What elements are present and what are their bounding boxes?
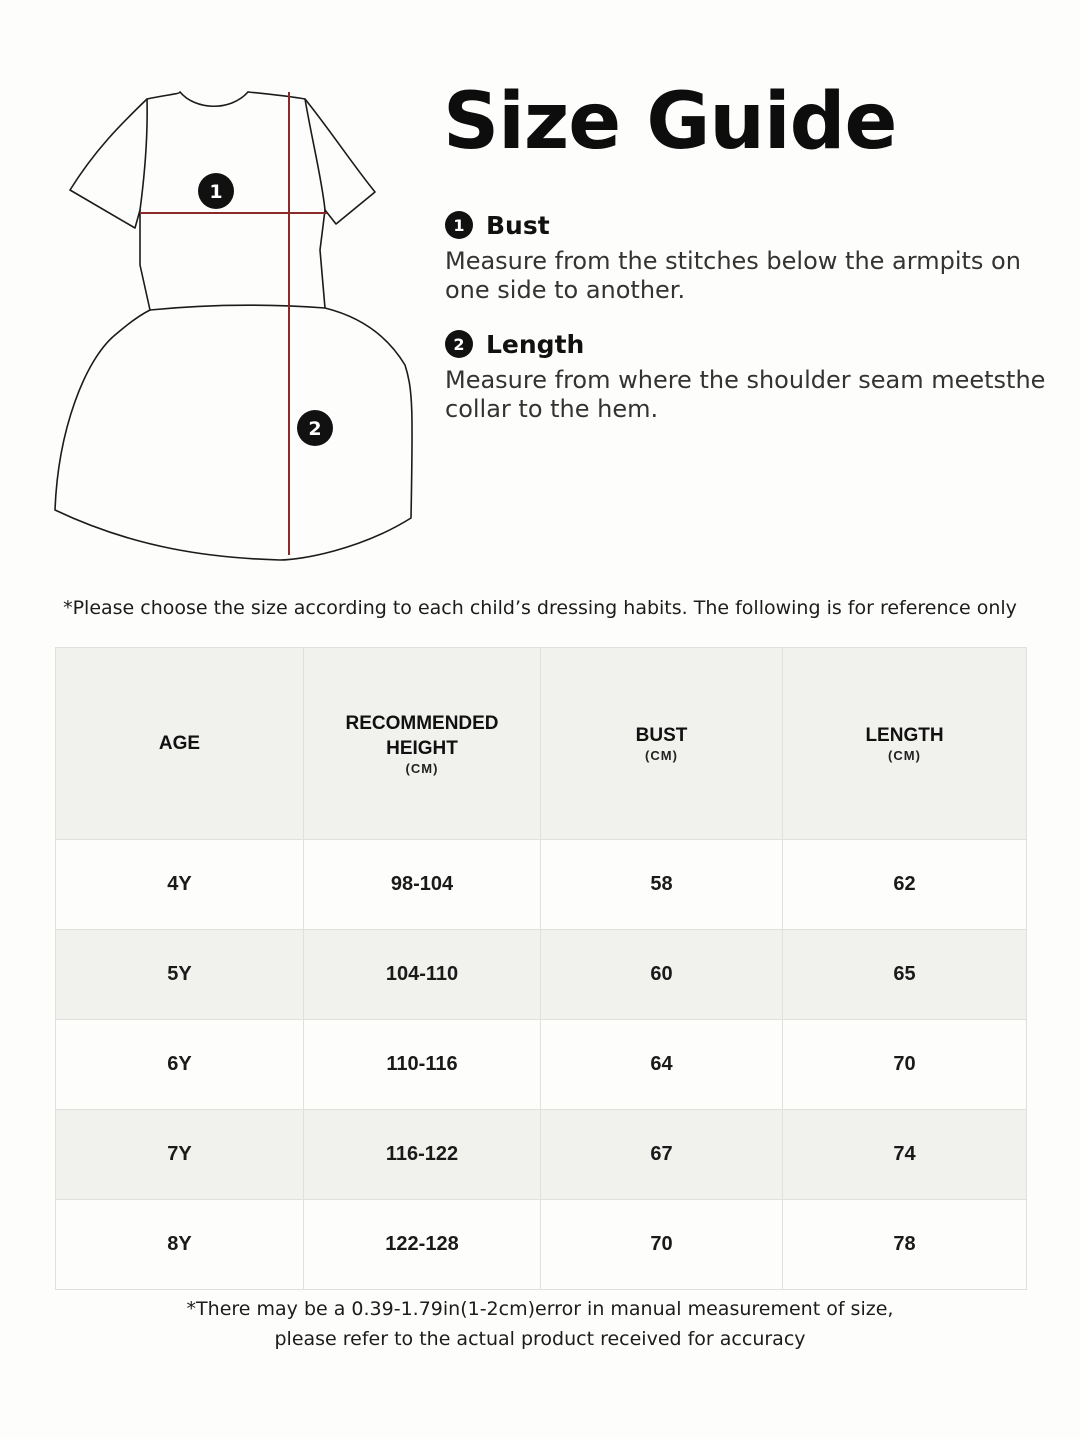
cell-age: 8Y — [56, 1200, 304, 1290]
marker-1-icon — [198, 173, 234, 209]
svg-text:2: 2 — [308, 418, 322, 440]
table-row — [56, 1200, 1027, 1290]
cell-age: 7Y — [56, 1110, 304, 1200]
measurement-name: Bust — [486, 210, 550, 240]
cell-height: 122-128 — [304, 1200, 541, 1290]
table-row — [56, 1110, 1027, 1200]
cell-bust: 64 — [541, 1020, 783, 1110]
header-age: AGE — [56, 648, 304, 840]
dress-outline — [55, 92, 412, 560]
table-row — [56, 930, 1027, 1020]
cell-age: 5Y — [56, 930, 304, 1020]
cell-length: 62 — [783, 840, 1027, 930]
cell-height: 116-122 — [304, 1110, 541, 1200]
cell-length: 65 — [783, 930, 1027, 1020]
cell-height: 104-110 — [304, 930, 541, 1020]
cell-age: 4Y — [56, 840, 304, 930]
header-length: LENGTH (CM) — [783, 648, 1027, 840]
measurement-name: Length — [486, 329, 585, 359]
measurement-bust — [445, 207, 1065, 305]
sleeve-seam-left — [140, 99, 147, 210]
svg-text:1: 1 — [209, 181, 223, 203]
marker-2-icon — [297, 410, 333, 446]
dress-diagram — [40, 70, 440, 570]
number-1-badge: 1 — [445, 211, 473, 239]
measurement-description: Measure from the stitches below the armpits on one side to another. — [445, 247, 1021, 304]
cell-length: 78 — [783, 1200, 1027, 1290]
cell-bust: 60 — [541, 930, 783, 1020]
cell-height: 98-104 — [304, 840, 541, 930]
reference-note: *Please choose the size according to each child’s dressing habits. The following is for reference only — [63, 597, 1017, 619]
cell-bust: 70 — [541, 1200, 783, 1290]
header-bust: BUST (CM) — [541, 648, 783, 840]
measurement-length — [445, 326, 1065, 424]
table-row — [56, 840, 1027, 930]
measurement-error-note: *There may be a 0.39-1.79in(1-2cm)error in manual measurement of size, please refer to the actual product received for accuracy — [186, 1298, 894, 1350]
page-title: Size Guide — [443, 77, 897, 167]
cell-length: 74 — [783, 1110, 1027, 1200]
header-recommended-height: RECOMMENDED HEIGHT (CM) — [304, 648, 541, 840]
cell-bust: 67 — [541, 1110, 783, 1200]
sleeve-seam-right — [305, 99, 325, 210]
number-2-badge: 2 — [445, 330, 473, 358]
cell-height: 110-116 — [304, 1020, 541, 1110]
size-table — [55, 647, 1027, 1290]
waist-seam — [150, 305, 325, 310]
table-header-row — [56, 648, 1027, 840]
dress-collar — [180, 92, 248, 106]
cell-age: 6Y — [56, 1020, 304, 1110]
cell-bust: 58 — [541, 840, 783, 930]
measurement-description: Measure from where the shoulder seam meetsthe collar to the hem. — [445, 366, 1046, 423]
table-row — [56, 1020, 1027, 1110]
cell-length: 70 — [783, 1020, 1027, 1110]
